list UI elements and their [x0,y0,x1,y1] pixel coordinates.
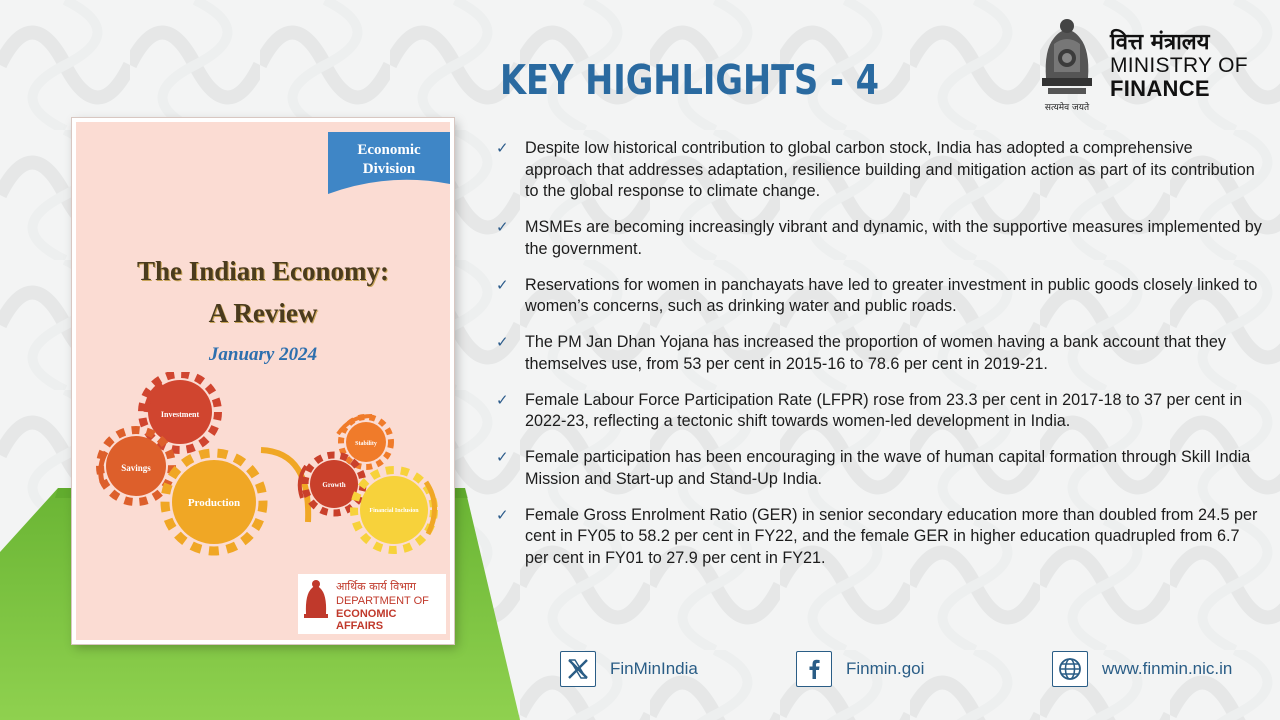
x-link[interactable] [560,650,698,688]
dept-line2: ECONOMIC AFFAIRS [336,608,397,632]
bullet-text: Reservations for women in panchayats have led to greater investment in public goods closely linked to women’s concerns, such as drinking water and public roads. [525,275,1258,316]
facebook-link[interactable] [796,650,924,688]
x-handle[interactable]: FinMinIndia [610,659,698,678]
check-icon: ✓ [496,390,509,409]
list-item [494,332,1264,375]
book-title [76,250,450,334]
bullet-text: MSMEs are becoming increasingly vibrant and dynamic, with the supportive measures implemented by the government. [525,218,1262,258]
ministry-line1: MINISTRY OF [1110,54,1248,77]
gear-label-production: Production [187,497,241,509]
website-url[interactable]: www.finmin.nic.in [1102,659,1233,678]
dept-hindi: आर्थिक कार्य विभाग [336,580,416,593]
ministry-logo [1034,14,1269,124]
list-item [494,447,1264,490]
check-icon: ✓ [496,333,509,352]
website-link[interactable] [1052,650,1232,688]
gear-label-growth: Growth [322,481,346,489]
book-title-line1: The Indian Economy: [136,256,390,286]
division-line1: Economic [357,142,421,158]
x-logo-icon[interactable] [560,651,596,687]
highlights-list [494,138,1264,584]
book-cover [72,118,454,644]
emblem-motto: सत्यमेव जयते [1044,103,1090,113]
division-banner [328,132,450,190]
ministry-hindi: वित्त मंत्रालय [1110,30,1210,55]
check-icon: ✓ [496,139,509,157]
gear-label-stability: Stability [355,441,377,447]
book-date: January 2024 [208,344,318,365]
bullet-text: Despite low historical contribution to global carbon stock, India has adopted a comprehensive approach that addresses adaptation, resilience building and mitigation action as part of its contribution to the global response to climate change. [525,139,1255,201]
check-icon: ✓ [496,448,509,467]
list-item [494,390,1264,433]
globe-icon[interactable] [1052,651,1088,687]
ministry-line2: FINANCE [1110,76,1210,101]
facebook-icon[interactable] [796,651,832,687]
list-item [494,505,1264,570]
bullet-text: Female participation has been encouraging in the wave of human capital formation through Skill India Mission and Start-up and Stand-Up India. [525,448,1251,488]
check-icon: ✓ [496,275,509,294]
page-title: KEY HIGHLIGHTS - 4 [500,56,880,104]
bullet-text: Female Gross Enrolment Ratio (GER) in senior secondary education more than doubled from 24.5 per cent in FY05 to 58.2 per cent in FY22, and the female GER in higher education quadrupled from 6.7 per cent in FY01 to 27.9 per cent in FY21. [525,505,1258,567]
check-icon: ✓ [496,505,509,524]
list-item [494,275,1264,318]
check-icon: ✓ [496,218,509,237]
book-title-line2: A Review [208,298,318,328]
dept-line1: DEPARTMENT OF [336,595,429,607]
bullet-text: The PM Jan Dhan Yojana has increased the proportion of women having a bank account that they themselves use, from 53 per cent in 2015-16 to 78.6 per cent in 2019-21. [525,333,1227,373]
division-line2: Division [362,161,416,177]
list-item [494,138,1264,203]
department-logo [298,574,446,634]
emblem-icon [302,578,330,628]
bullet-text: Female Labour Force Participation Rate (LFPR) rose from 23.3 per cent in 2017-18 to 37 per cent in 2022-23, reflecting a tectonic shift towards women-led development in India. [525,390,1243,431]
facebook-handle[interactable]: Finmin.goi [846,659,925,678]
list-item [494,217,1264,260]
gear-label-investment: Investment [160,410,200,419]
gears-illustration [76,372,450,572]
gear-label-financial-inclusion: Financial Inclusion [369,508,419,514]
gear-label-savings: Savings [121,463,151,473]
